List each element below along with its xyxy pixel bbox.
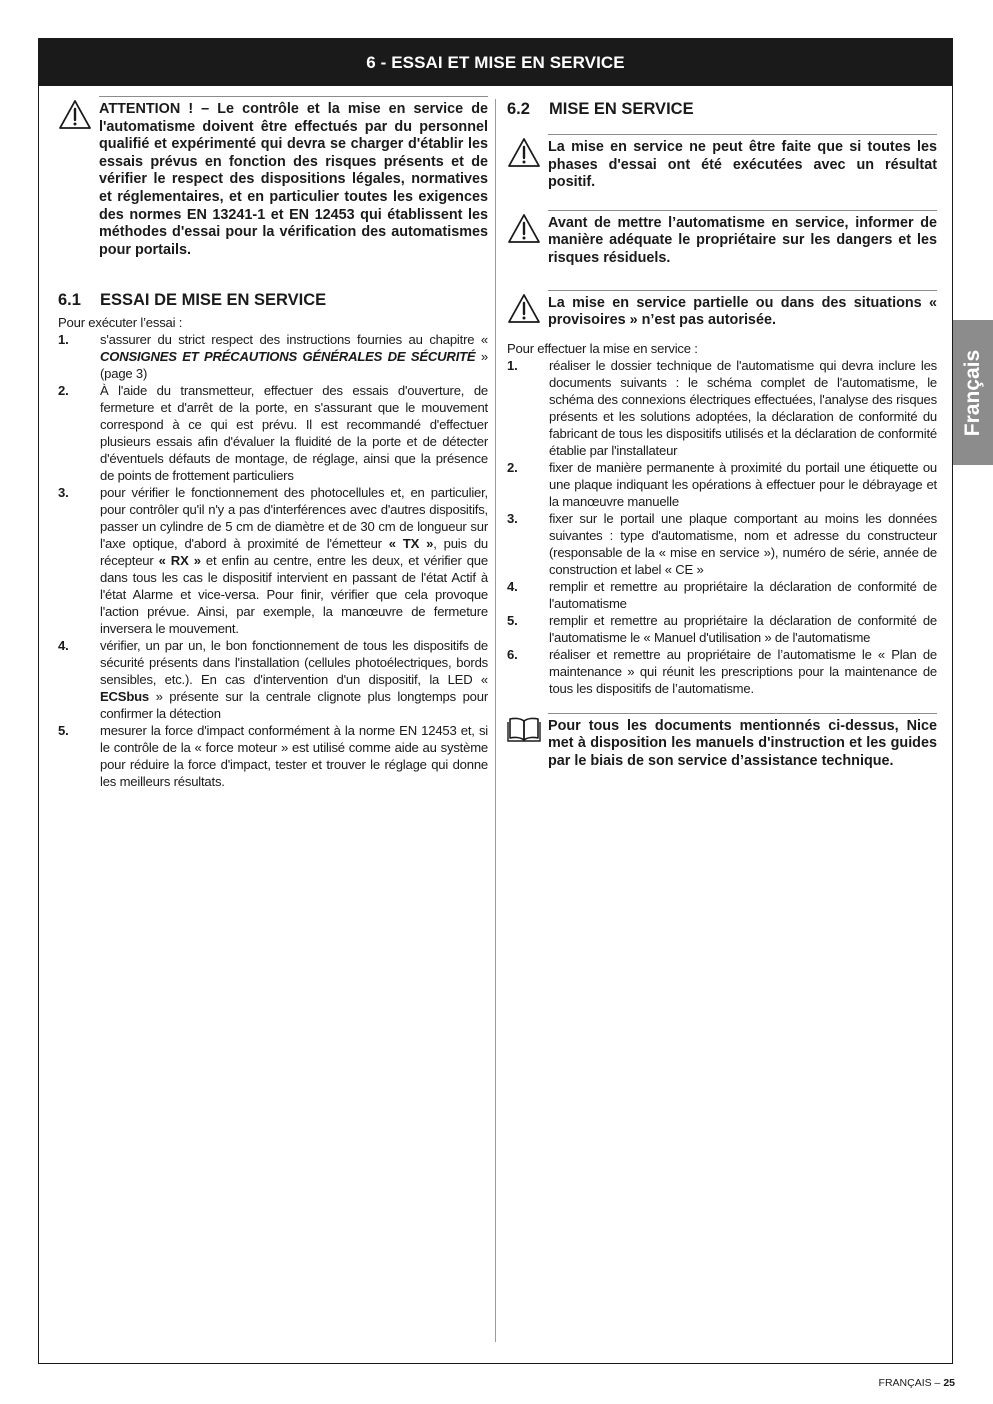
language-tab-label: Français bbox=[961, 349, 984, 436]
warning-block bbox=[58, 96, 488, 259]
chapter-title: 6 - ESSAI ET MISE EN SERVICE bbox=[39, 39, 952, 86]
column-divider bbox=[495, 99, 496, 1342]
section-number: 6.2 bbox=[507, 100, 530, 118]
list-item: 6. réaliser et remettre au propriétaire de l’automatisme le « Plan de maintenance » qui réunit les prescriptions pour la maintenance de tous les dispositifs de l’automatisme. bbox=[507, 646, 937, 696]
list-item: 5. remplir et remettre au propriétaire la déclaration de conformité de l'automatisme le « Manuel d'utilisation » de l'automatisme bbox=[507, 612, 937, 645]
intro-text: Pour effectuer la mise en service : bbox=[507, 340, 698, 356]
right-column bbox=[507, 96, 937, 771]
list-item: 1. réaliser le dossier technique de l'automatisme qui devra inclure les documents suivants : le schéma complet de l'automatisme, le schéma des connexions électriques effectuées, l'analyse des risques présents et les solutions adoptées, la déclaration de conformité du fabricant de tous les dispositifs utilisés et la déclaration de conformité établie par l'installateur bbox=[507, 357, 937, 458]
note-block bbox=[507, 713, 937, 771]
section-heading-6-1 bbox=[58, 291, 488, 310]
section-number: 6.1 bbox=[58, 291, 81, 310]
warning-icon bbox=[507, 137, 541, 168]
step-list bbox=[58, 331, 488, 790]
list-item: 5. mesurer la force d'impact conformément à la norme EN 12453 et, si le contrôle de la « force moteur » est utilisé comme aide au système pour réduire la force d'impact, tester et trouver le réglage qui donne les meilleurs résultats. bbox=[58, 723, 488, 790]
left-column bbox=[58, 96, 488, 790]
list-item: 4. vérifier, un par un, le bon fonctionnement de tous les dispositifs de sécurité présents dans l'installation (cellules photoélectriques, bords sensibles, etc.). En cas d'intervention d'un dispositif, la LED « ECSbus » présente sur la centrale clignote plus longtemps pour confirmer la détection bbox=[58, 638, 488, 722]
list-item: 1. s'assurer du strict respect des instructions fournies au chapitre « CONSIGNES ET PRÉCAUTIONS GÉNÉRALES DE SÉCURITÉ » (page 3) bbox=[58, 332, 488, 382]
section-title: MISE EN SERVICE bbox=[549, 100, 694, 118]
list-item: 3. pour vérifier le fonctionnement des photocellules et, en particulier, pour contrôler qu'il n'y a pas d'interférences avec d'autres dispositifs, passer un cylindre de 5 cm de diamètre et de 30 cm de longueur sur l'axe optique, d'abord à proximité de l'émetteur « TX », puis du récepteur « RX » et enfin au centre, entre les deux, et vérifier que dans tous les cas le dispositif intervient en passant de l'état Actif à l'état Alarme et vice-versa. Pour finir, vérifier que cela provoque l'action prévue. Ainsi, par exemple, la manœuvre de fermeture inversera le mouvement. bbox=[58, 485, 488, 637]
step-list bbox=[507, 357, 937, 697]
warning-text: Avant de mettre l’automatisme en service, informer de manière adéquate le propriétaire sur les dangers et les risques résiduels. bbox=[548, 210, 937, 268]
book-icon bbox=[507, 716, 541, 742]
warning-icon bbox=[58, 99, 92, 130]
list-item: 2. À l'aide du transmetteur, effectuer des essais d'ouverture, de fermeture et d'arrêt de la porte, en s'assurant que le mouvement correspond à ce qui est prévu. Il est recommandé d'effectuer plusieurs essais afin d'évaluer la fluidité de la porte et de détecter d'éventuels défauts de montage, de réglage, ainsi que la présence de points de frottement particuliers bbox=[58, 383, 488, 484]
warning-icon bbox=[507, 293, 541, 324]
footer-label: FRANÇAIS – bbox=[878, 1377, 944, 1389]
warning-text: La mise en service ne peut être faite que si toutes les phases d'essai ont été exécutées avec un résultat positif. bbox=[548, 134, 937, 192]
list-item: 2. fixer de manière permanente à proximité du portail une étiquette ou une plaque indiquant les opérations à effectuer pour le débrayage et la manœuvre manuelle bbox=[507, 459, 937, 509]
intro-text: Pour exécuter l’essai : bbox=[58, 315, 183, 331]
warning-block bbox=[507, 290, 937, 330]
page-frame bbox=[38, 38, 953, 1364]
section-title: ESSAI DE MISE EN SERVICE bbox=[100, 291, 327, 310]
page-footer bbox=[879, 1377, 955, 1389]
warning-block bbox=[507, 210, 937, 268]
warning-icon bbox=[507, 213, 541, 244]
note-text: Pour tous les documents mentionnés ci-dessus, Nice met à disposition les manuels d'instruction et les guides par le biais de son service d’assistance technique. bbox=[548, 713, 937, 771]
list-item: 4. remplir et remettre au propriétaire la déclaration de conformité de l'automatisme bbox=[507, 578, 937, 611]
page-number: 25 bbox=[943, 1377, 955, 1389]
language-tab bbox=[953, 320, 993, 465]
section-heading-6-2 bbox=[507, 100, 937, 119]
warning-text: La mise en service partielle ou dans des situations « provisoires » n’est pas autorisée. bbox=[548, 290, 937, 330]
list-item: 3. fixer sur le portail une plaque comportant au moins les données suivantes : type d'automatisme, nom et adresse du constructeur (responsable de la « mise en service »), numéro de série, année de construction et label « CE » bbox=[507, 510, 937, 577]
warning-text: ATTENTION ! – Le contrôle et la mise en service de l'automatisme doivent être effectués par du personnel qualifié et expérimenté qui devra se charger d'établir les essais prévus en fonction des risques présents et de vérifier le respect des dispositions légales, normatives et réglementaires, et en particulier toutes les exigences des normes EN 13241-1 et EN 12453 qui établissent les méthodes d'essai pour la vérification des automatismes pour portails. bbox=[99, 96, 488, 259]
warning-block bbox=[507, 134, 937, 192]
